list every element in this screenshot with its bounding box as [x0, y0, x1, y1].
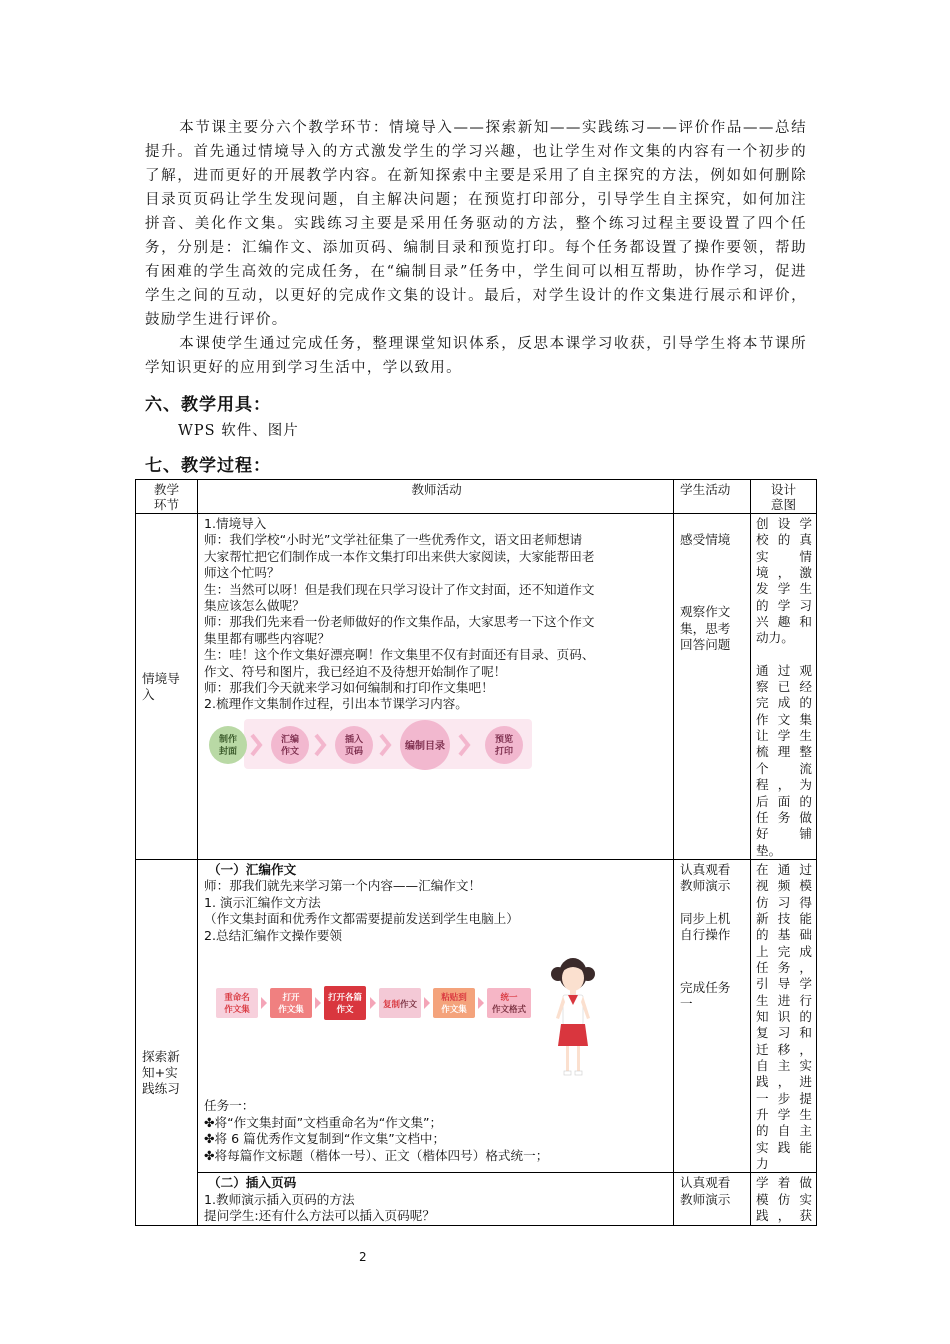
flow-label-5a: 预览: [494, 734, 514, 745]
row2-line: 1. 演示汇编作文方法: [204, 894, 321, 910]
student-girl-illustration: [551, 958, 595, 1075]
row1-line: 作文、符号和图片，我已经迫不及待想开始制作了呢！: [204, 663, 507, 679]
section-7-heading: 七、教学过程：: [145, 456, 271, 476]
section-6-content: WPS 软件、图片: [178, 423, 299, 439]
row1-teacher: [198, 514, 674, 860]
step-label-5a: 粘贴到: [441, 992, 467, 1003]
row1-line: 师：我们学校“小时光”文学社征集了一些优秀作文，语文田老师想请: [204, 532, 583, 548]
step-label-2a: 打开: [282, 992, 300, 1003]
row1-line: 生：当然可以呀！但是我们现在只学习设计了作文封面，还不知道作文: [204, 581, 595, 597]
flow-label-2a: 汇编: [280, 734, 300, 745]
row1-line: 大家帮忙把它们制作成一本作文集打印出来供大家阅读，大家能帮田老: [204, 548, 595, 564]
row3-line: 提问学生:还有什么方法可以插入页码呢？: [204, 1208, 435, 1224]
process-flow-diagram: [204, 717, 534, 773]
arrow-right-icon: [478, 997, 484, 1009]
flow-label-4a: 编制目录: [405, 740, 445, 752]
task-1-item: ✤将每篇作文标题（楷体一号）、正文（楷体四号）格式统一；: [204, 1147, 549, 1163]
row2-student: 认真观看 教师演示 同步上机 自行操作 完成任务 一: [674, 859, 751, 1173]
row2-teacher: [198, 859, 674, 1173]
row2-line: 2.总结汇编作文操作要领: [204, 927, 342, 943]
row1-line: 集里都有哪些内容呢？: [204, 630, 330, 646]
table-row: [136, 514, 817, 860]
row1-stage: 情境导入: [136, 514, 198, 860]
row2-line: 师：那我们就先来学习第一个内容——汇编作文！: [204, 878, 482, 894]
step-label-5b: 作文集: [441, 1004, 467, 1015]
header-teacher: 教师活动: [198, 480, 674, 514]
row3-line: 1.教师演示插入页码的方法: [204, 1191, 355, 1207]
intro-paragraph-2: 本课使学生通过完成任务，整理课堂知识体系，反思本课学习收获，引导学生将本节课所学知识更好的应用到学习生活中，学以致用。: [145, 336, 807, 376]
row2-line: （作文集封面和优秀作文都需要提前发送到学生电脑上）: [204, 911, 519, 927]
step-label-3b: 作文: [336, 1004, 354, 1015]
row2-design: 在通过 视频模 仿习得 新技能 的基础 上完成 任务， 引导学 生进行 知识的 复习和 迁移， 自主实 践，进 一步提 升学生 的自主 实践能 力: [751, 859, 817, 1173]
step-label-4: 复制作文: [382, 999, 418, 1010]
flow-label-2b: 作文: [280, 746, 300, 757]
row1-student: [674, 514, 751, 860]
flow-label-3a: 插入: [344, 734, 364, 745]
section-6-heading: 六、教学用具：: [145, 395, 271, 415]
row1-student-a: 感受情境: [680, 532, 731, 547]
compile-steps-diagram: [204, 950, 624, 1090]
arrow-right-icon: [315, 997, 321, 1009]
row3-teacher: [198, 1173, 674, 1225]
header-stage: 教学环节: [136, 480, 198, 514]
step-label-1b: 作文集: [224, 1004, 250, 1015]
row1-line: 师：那我们今天就来学习如何编制和打印作文集吧！: [204, 680, 494, 696]
row1-line: 1.情境导入: [204, 516, 267, 531]
flow-label-3b: 页码: [344, 746, 364, 757]
page-number: 2: [359, 1250, 367, 1264]
row1-design: 创设学 校的真 实 情 境，激 发学生 的学习 兴趣和 动力。 通过观 察已经 完成的 作文集 让学生 梳理整 个 流 程，为 后面的 任务做 好 铺 垫。: [751, 514, 817, 860]
header-design: 设计意图: [751, 480, 817, 514]
table-row: [136, 859, 817, 1173]
table-header-row: [136, 480, 817, 514]
row1-line: 集应该怎么做呢？: [204, 598, 305, 614]
arrow-right-icon: [261, 997, 267, 1009]
arrow-right-icon: [370, 997, 376, 1009]
row2-title: （一）汇编作文: [208, 861, 297, 877]
row3-title: （二）插入页码: [208, 1175, 297, 1191]
header-student: 学生活动: [674, 480, 751, 514]
flow-circle-3: [335, 726, 373, 764]
step-label-1a: 重命名: [224, 992, 250, 1003]
step-label-6a: 统一: [500, 992, 518, 1003]
row3-design: 学着做 模仿实 践，获: [751, 1173, 817, 1225]
row1-line: 生：哇！这个作文集好漂亮啊！作文集里不仅有封面还有目录、页码、: [204, 647, 595, 663]
arrow-right-icon: [424, 997, 430, 1009]
row3-student: 认真观看 教师演示: [674, 1173, 751, 1225]
row1-line: 师：那我们先来看一份老师做好的作文集作品，大家思考一下这个作文: [204, 614, 595, 630]
task-1-item: ✤将“作文集封面”文档重命名为“作文集”；: [204, 1114, 443, 1130]
task-1-item: ✤将 6 篇优秀作文复制到“作文集”文档中；: [204, 1131, 446, 1147]
flow-label-1a: 制作: [218, 734, 238, 745]
flow-label-5b: 打印: [494, 746, 514, 757]
flow-circle-1: [209, 726, 247, 764]
flow-circle-5: [485, 726, 523, 764]
row2-stage: 探索新 知+实 践练习: [136, 859, 198, 1225]
row1-line: 师这个忙吗？: [204, 565, 280, 581]
step-label-3a: 打开各篇: [327, 992, 363, 1003]
table-row: [136, 1173, 817, 1225]
flow-circle-2: [271, 726, 309, 764]
step-label-2b: 作文集: [278, 1004, 304, 1015]
step-label-6b: 作文格式: [491, 1004, 527, 1015]
row1-student-b: 观察作文 集，思考 回答问题: [680, 604, 731, 653]
row1-line: 2.梳理作文集制作过程，引出本节课学习内容。: [204, 696, 468, 712]
flow-label-1b: 封面: [218, 746, 238, 757]
teaching-process-table: [135, 479, 817, 1226]
intro-paragraph-1: 本节课主要分六个教学环节：情境导入——探索新知——实践练习——评价作品——总结提升。首先通过情境导入的方式激发学生的学习兴趣，也让学生对作文集的内容有一个初步的了解，进而更好的开展教学内容。在新知探索中主要是采用了自主探究的方法，例如如何删除目录页页码让学生发现问题，自主解决问题；在预览打印部分，引导学生自主探究，如何加注拼音、美化作文集。实践练习主要是采用任务驱动的方法，整个练习过程主要设置了四个任务，分别是：汇编作文、添加页码、编制目录和预览打印。每个任务都设置了操作要领，帮助有困难的学生高效的完成任务，在“编制目录”任务中，学生间可以相互帮助，协作学习，促进学生之间的互动，以更好的完成作文集的设计。最后，对学生设计的作文集进行展示和评价，鼓励学生进行评价。: [145, 120, 807, 328]
task-1-title: 任务一：: [204, 1098, 255, 1114]
